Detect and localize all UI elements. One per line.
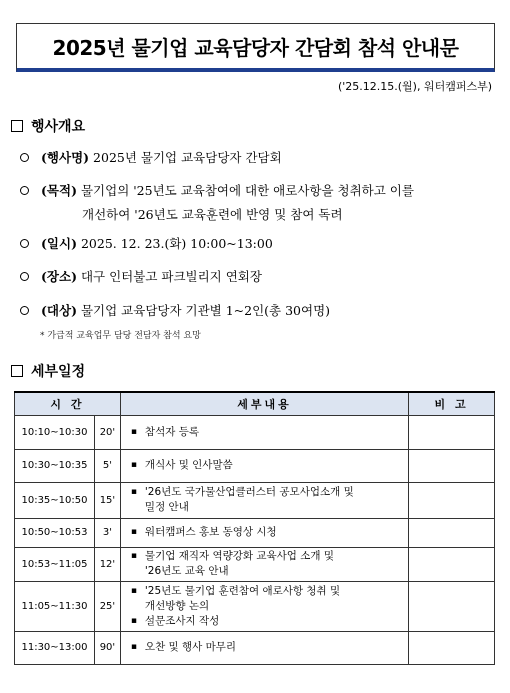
header-note: 비 고: [409, 392, 495, 415]
schedule-duration: 5': [94, 449, 120, 482]
content-bullet-item: [131, 425, 408, 440]
circle-bullet-icon: [20, 306, 29, 315]
schedule-time: 11:30~13:00: [15, 631, 95, 664]
content-bullet-item: [131, 614, 408, 629]
content-bullet-item: [131, 485, 408, 515]
table-row: [15, 631, 495, 664]
item-text: 물기업 교육담당자 기관별 1~2인(총 30여명): [80, 303, 331, 318]
schedule-duration: 15': [94, 482, 120, 518]
schedule-content: [120, 547, 408, 581]
overview-item-datetime: [20, 232, 490, 256]
content-line: 워터캠퍼스 홍보 동영상 시청: [144, 526, 277, 538]
schedule-content: [120, 631, 408, 664]
section-heading-label: 행사개요: [31, 119, 86, 135]
item-label: (일시): [41, 236, 77, 251]
content-line: 참석자 등록: [144, 425, 199, 438]
content-bullet-item: [131, 549, 408, 579]
content-bullet-item: [131, 640, 408, 655]
content-line: 밀정 안내: [144, 501, 189, 513]
table-row: [15, 547, 495, 581]
schedule-time: 10:30~10:35: [15, 449, 95, 482]
schedule-note: [409, 482, 495, 518]
header-time: 시 간: [15, 392, 121, 415]
square-bullet-icon: ▪: [130, 426, 138, 437]
square-bullet-icon: [11, 120, 23, 132]
schedule-time: 10:35~10:50: [15, 482, 95, 518]
overview-item-target: [20, 299, 490, 323]
schedule-duration: 12': [94, 547, 120, 581]
content-text: [145, 525, 277, 540]
circle-bullet-icon: [20, 153, 29, 162]
overview-item-name: [20, 146, 490, 170]
circle-bullet-icon: [20, 186, 29, 195]
circle-bullet-icon: [20, 272, 29, 281]
overview-item-purpose: [20, 179, 490, 227]
overview-item-place: [20, 265, 490, 289]
table-row: [15, 518, 495, 547]
section-heading-label: 세부일정: [31, 364, 86, 380]
content-text: [145, 640, 236, 655]
item-text: 2025년 물기업 교육담당자 간담회: [93, 150, 282, 165]
section-heading-schedule: [11, 361, 85, 381]
item-label: (행사명): [41, 150, 90, 165]
item-label: (대상): [41, 303, 77, 318]
schedule-duration: 90': [94, 631, 120, 664]
item-label: (장소): [41, 269, 77, 284]
section-heading-overview: [11, 116, 85, 136]
square-bullet-icon: ▪: [130, 460, 138, 470]
content-line: '25년도 물기업 훈련참여 애로사항 청취 및: [144, 584, 341, 597]
content-text: [145, 549, 334, 579]
schedule-note: [409, 547, 495, 581]
content-line: '26년도 국가물산업클러스터 공모사업소개 및: [144, 486, 354, 498]
schedule-content: [120, 449, 408, 482]
square-bullet-icon: ▪: [130, 615, 138, 626]
schedule-content: [120, 415, 408, 449]
table-row: [15, 415, 495, 449]
content-line: 오찬 및 행사 마무리: [144, 641, 237, 653]
content-bullet-item: [131, 525, 408, 540]
item-text: 대구 인터불고 파크빌리지 연회장: [80, 269, 262, 284]
square-bullet-icon: ▪: [130, 551, 138, 561]
table-row: [15, 449, 495, 482]
item-continuation: 개선하여 '26년도 교육훈련에 반영 및 참여 독려: [82, 207, 343, 222]
square-bullet-icon: ▪: [130, 487, 138, 497]
circle-bullet-icon: [20, 239, 29, 248]
document-title: 2025년 물기업 교육담당자 간담회 참석 안내문: [52, 35, 459, 60]
table-row: [15, 482, 495, 518]
attendance-note: * 가급적 교육업무 담당 전담자 참석 요망: [40, 331, 201, 341]
schedule-table: [14, 391, 495, 665]
schedule-duration: 3': [94, 518, 120, 547]
content-text: [145, 614, 219, 629]
schedule-note: [409, 631, 495, 664]
square-bullet-icon: ▪: [130, 642, 138, 652]
schedule-duration: 20': [94, 415, 120, 449]
content-text: [145, 458, 233, 473]
content-line: 개식사 및 인사말씀: [144, 459, 233, 471]
schedule-note: [409, 449, 495, 482]
content-line: 개선방향 논의: [144, 599, 210, 612]
square-bullet-icon: ▪: [130, 585, 138, 596]
schedule-content: [120, 482, 408, 518]
square-bullet-icon: [11, 365, 23, 377]
schedule-time: 11:05~11:30: [15, 581, 95, 631]
schedule-time: 10:50~10:53: [15, 518, 95, 547]
schedule-content: [120, 518, 408, 547]
square-bullet-icon: ▪: [130, 527, 138, 537]
schedule-content: [120, 581, 408, 631]
item-text: 2025. 12. 23.(화) 10:00~13:00: [80, 236, 273, 251]
content-bullet-item: [131, 584, 408, 614]
item-label: (목적): [41, 183, 77, 198]
header-content: 세부내용: [120, 392, 408, 415]
schedule-note: [409, 581, 495, 631]
content-text: [145, 485, 354, 515]
date-line: ('25.12.15.(월), 워터캠퍼스부): [337, 80, 492, 93]
schedule-note: [409, 415, 495, 449]
content-line: 설문조사지 작성: [144, 614, 220, 627]
title-box: [16, 23, 495, 72]
content-text: [145, 584, 340, 614]
content-text: [145, 425, 199, 440]
schedule-time: 10:10~10:30: [15, 415, 95, 449]
schedule-note: [409, 518, 495, 547]
item-text: 물기업의 '25년도 교육참여에 대한 애로사항을 청취하고 이를: [80, 183, 414, 198]
content-bullet-item: [131, 458, 408, 473]
content-line: '26년도 교육 안내: [144, 565, 229, 577]
content-line: 물기업 재직자 역량강화 교육사업 소개 및: [144, 550, 335, 562]
schedule-time: 10:53~11:05: [15, 547, 95, 581]
table-row: [15, 581, 495, 631]
schedule-duration: 25': [94, 581, 120, 631]
table-header-row: [15, 392, 495, 415]
